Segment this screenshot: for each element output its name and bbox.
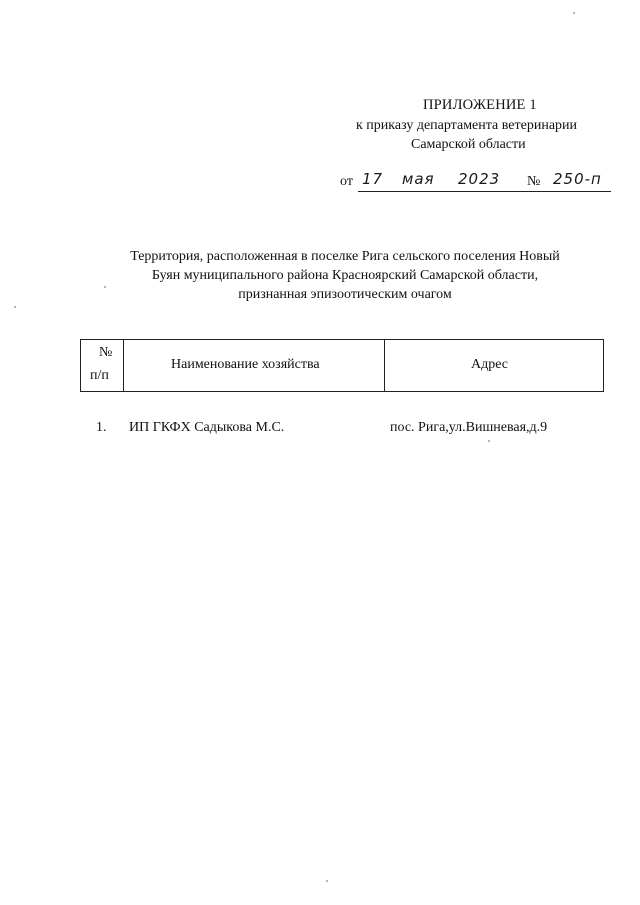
number-prefix: №: [527, 174, 541, 189]
date-prefix: от: [340, 174, 353, 189]
number-field: [545, 172, 611, 192]
column-divider: [384, 340, 385, 391]
scan-speck: [104, 286, 106, 288]
appendix-title: ПРИЛОЖЕНИЕ 1: [423, 97, 537, 113]
heading-line: Буян муниципального района Красноярский Самарской области,: [151, 268, 539, 283]
row-farm-name: ИП ГКФХ Садыкова М.С.: [129, 420, 285, 435]
row-number: 1.: [96, 420, 107, 435]
scan-speck: [326, 880, 328, 882]
handwritten-month: мая: [402, 170, 435, 188]
heading-line: Территория, расположенная в поселке Рига сельского поселения Новый: [130, 249, 560, 264]
handwritten-day: 17: [362, 170, 384, 188]
row-address: пос. Рига,ул.Вишневая,д.9: [390, 420, 548, 435]
order-date-number-line: [340, 172, 620, 194]
scan-speck: [14, 306, 16, 308]
header-number-pp: п/п: [90, 368, 109, 383]
heading-line: признанная эпизоотическим очагом: [238, 287, 452, 302]
header-address: Адрес: [471, 357, 509, 372]
scan-speck: [488, 440, 490, 442]
appendix-order-reference: к приказу департамента ветеринарии: [356, 118, 578, 133]
header-farm-name: Наименование хозяйства: [171, 357, 320, 372]
appendix-region: Самарской области: [411, 137, 526, 152]
document-heading: [90, 247, 600, 304]
header-number-symbol: №: [99, 345, 113, 360]
handwritten-year: 2023: [458, 170, 501, 188]
handwritten-number: 250-п: [553, 170, 602, 188]
column-divider: [123, 340, 124, 391]
scan-speck: [573, 12, 575, 14]
table-header: [80, 339, 604, 392]
